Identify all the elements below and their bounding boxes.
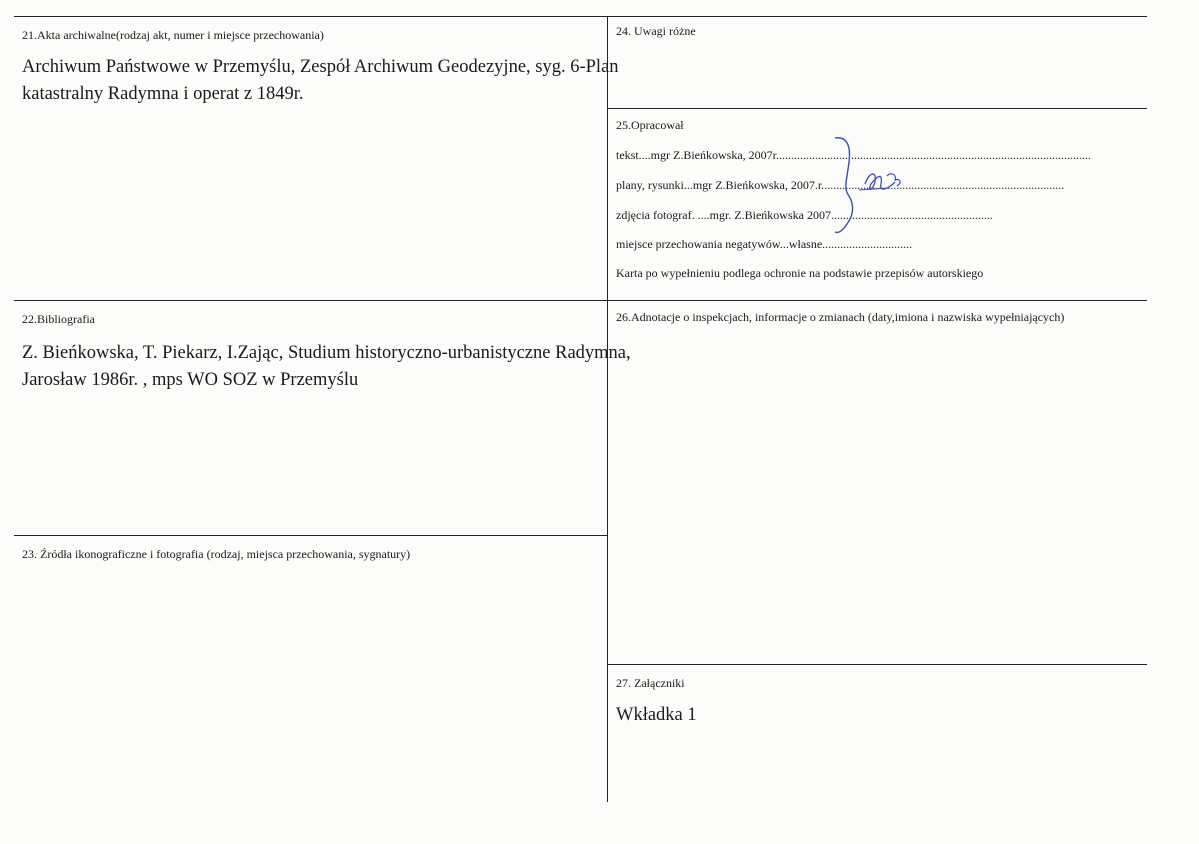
s24-bottom-line <box>607 108 1147 109</box>
s22-content-line1: Z. Bieńkowska, T. Piekarz, I.Zając, Studium historyczno-urbanistyczne Radymna, <box>22 343 631 363</box>
center-divider-line <box>607 16 608 802</box>
s22-label: 22.Bibliografia <box>22 312 95 326</box>
s21-content-line2: katastralny Radymna i operat z 1849r. <box>22 84 304 104</box>
handwritten-signature <box>825 132 915 242</box>
s27-label: 27. Załączniki <box>616 676 685 690</box>
s21-content-line1: Archiwum Państwowe w Przemyślu, Zespół Archiwum Geodezyjne, syg. 6-Plan <box>22 57 619 77</box>
s27-content: Wkładka 1 <box>616 705 697 725</box>
s26-label: 26.Adnotacje o inspekcjach, informacje o zmianach (daty,imiona i nazwiska wypełniających) <box>616 310 1065 324</box>
s24-label: 24. Uwagi różne <box>616 24 696 38</box>
s22-content-line2: Jarosław 1986r. , mps WO SOZ w Przemyślu <box>22 370 359 390</box>
s25-row-text: tekst....mgr Z.Bieńkowska, 2007r......................................................................................................... <box>616 148 1091 162</box>
s25-row-copyright: Karta po wypełnieniu podlega ochronie na podstawie przepisów autorskiego <box>616 266 984 280</box>
s23-label: 23. Źródła ikonograficzne i fotografia (rodzaj, miejsca przechowania, sygnatury) <box>22 547 411 561</box>
s25-row-negatives: miejsce przechowania negatywów...własne.............................. <box>616 237 913 251</box>
row2-line <box>14 300 1147 301</box>
s21-label: 21.Akta archiwalne(rodzaj akt, numer i miejsce przechowania) <box>22 28 324 42</box>
s22-bottom-line <box>14 535 608 536</box>
top-border-line <box>14 16 1147 17</box>
s25-row-plans: plany, rysunki...mgr Z.Bieńkowska, 2007.r................................................................................. <box>616 178 1065 192</box>
s25-label: 25.Opracował <box>616 118 684 132</box>
s26-bottom-line <box>607 664 1147 665</box>
s25-row-photos: zdjęcia fotograf. ....mgr. Z.Bieńkowska 2007...................................................... <box>616 208 993 222</box>
